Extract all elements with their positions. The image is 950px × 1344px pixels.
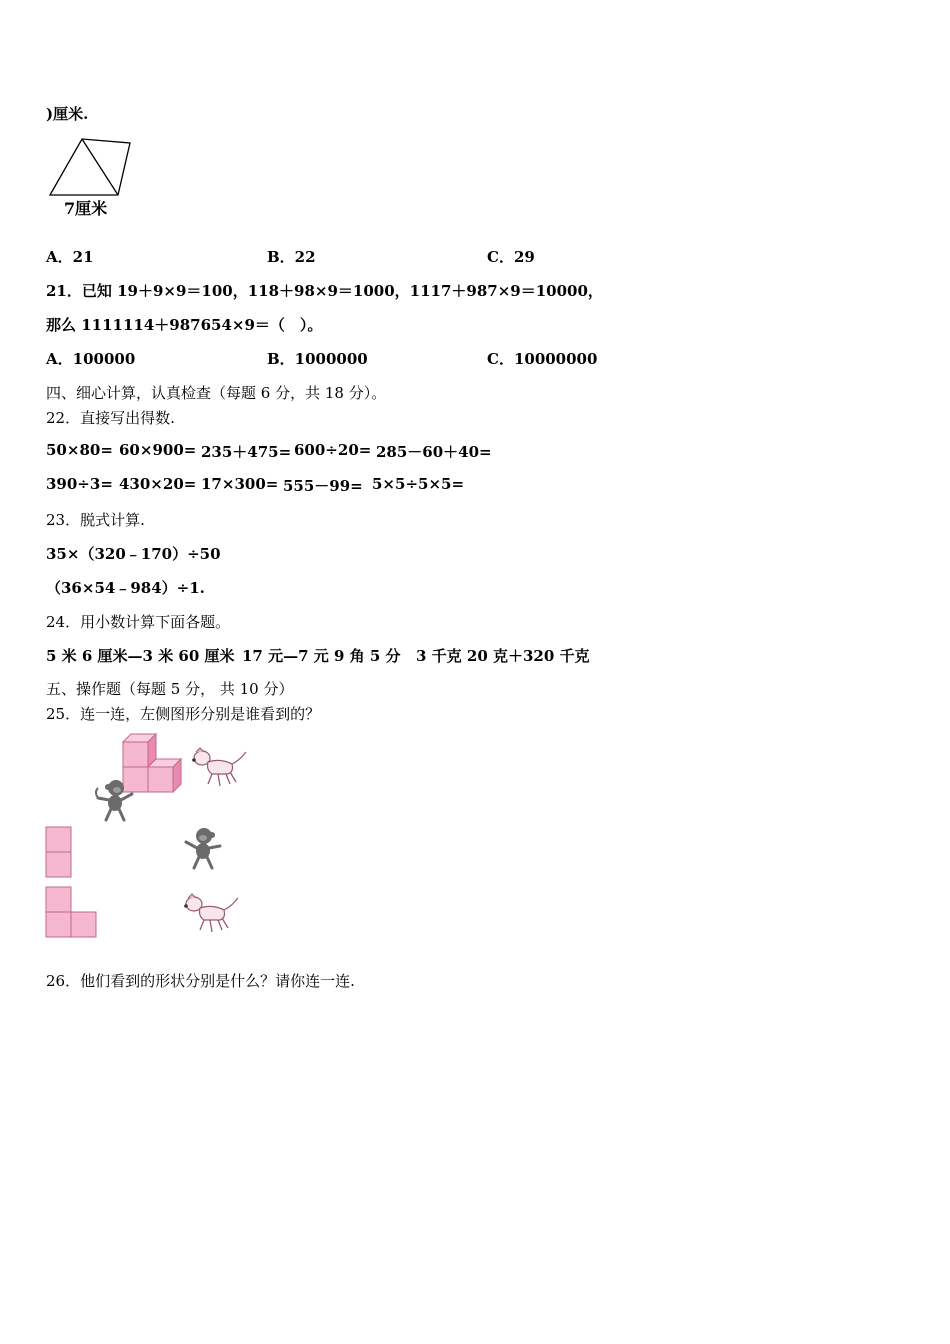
q21-question-line1: 21．已知 19＋9×9＝100，118＋98×9＝1000，1117＋987×9＝10000， xyxy=(46,282,603,300)
q22-row2-item: 430×20= xyxy=(119,475,197,493)
q24-item: 17 元—7 元 9 角 5 分 xyxy=(242,647,401,665)
q22-row2-item: 5×5÷5×5= xyxy=(372,475,465,493)
q23-expression-1: 35×（320﹣170）÷50 xyxy=(46,545,221,563)
figure-base-label: 7厘米 xyxy=(64,199,108,218)
q21-option-c[interactable]: C．10000000 xyxy=(487,350,598,368)
q22-title: 22．直接写出得数. xyxy=(46,409,175,427)
q21-option-a[interactable]: A．100000 xyxy=(46,350,136,368)
q22-row1-item: 50×80= xyxy=(46,441,113,459)
q22-row2-item: 390÷3= xyxy=(46,475,113,493)
q22-row2-item: 555－99= xyxy=(283,477,363,495)
q23-title: 23．脱式计算. xyxy=(46,511,145,529)
q24-item: 3 千克 20 克＋320 千克 xyxy=(416,647,590,665)
q23-expression-2: （36×54﹣984）÷1. xyxy=(46,579,205,597)
dog-icon xyxy=(190,748,248,790)
view-shape-l[interactable] xyxy=(45,886,99,938)
q24-item: 5 米 6 厘米—3 米 60 厘米 xyxy=(46,647,235,665)
monkey-icon xyxy=(94,778,136,822)
q22-row1-item: 60×900= xyxy=(119,441,197,459)
section4-heading: 四、细心计算，认真检查（每题 6 分，共 18 分）。 xyxy=(46,384,387,402)
q22-row1-item: 235＋475= xyxy=(201,443,292,461)
q20-option-a[interactable]: A．21 xyxy=(46,248,94,266)
q21-option-b[interactable]: B．1000000 xyxy=(267,350,368,368)
q21-question-line2: 那么 1111114＋987654×9＝（ ）。 xyxy=(46,316,323,334)
q20-text-tail: )厘米. xyxy=(46,105,89,123)
q25-title: 25．连一连，左侧图形分别是谁看到的？ xyxy=(46,705,321,723)
monkey-icon[interactable] xyxy=(182,826,224,870)
q20-option-c[interactable]: C．29 xyxy=(487,248,535,266)
view-shape-vertical[interactable] xyxy=(45,826,73,878)
q20-option-b[interactable]: B．22 xyxy=(267,248,316,266)
dog-icon[interactable] xyxy=(182,894,240,936)
section5-heading: 五、操作题（每题 5 分， 共 10 分） xyxy=(46,680,294,698)
q24-title: 24．用小数计算下面各题。 xyxy=(46,613,231,631)
q22-row2-item: 17×300= xyxy=(201,475,279,493)
q26-title: 26．他们看到的形状分别是什么？请你连一连. xyxy=(46,972,355,990)
q22-row1-item: 285－60＋40= xyxy=(376,443,492,461)
q22-row1-item: 600÷20= xyxy=(294,441,372,459)
